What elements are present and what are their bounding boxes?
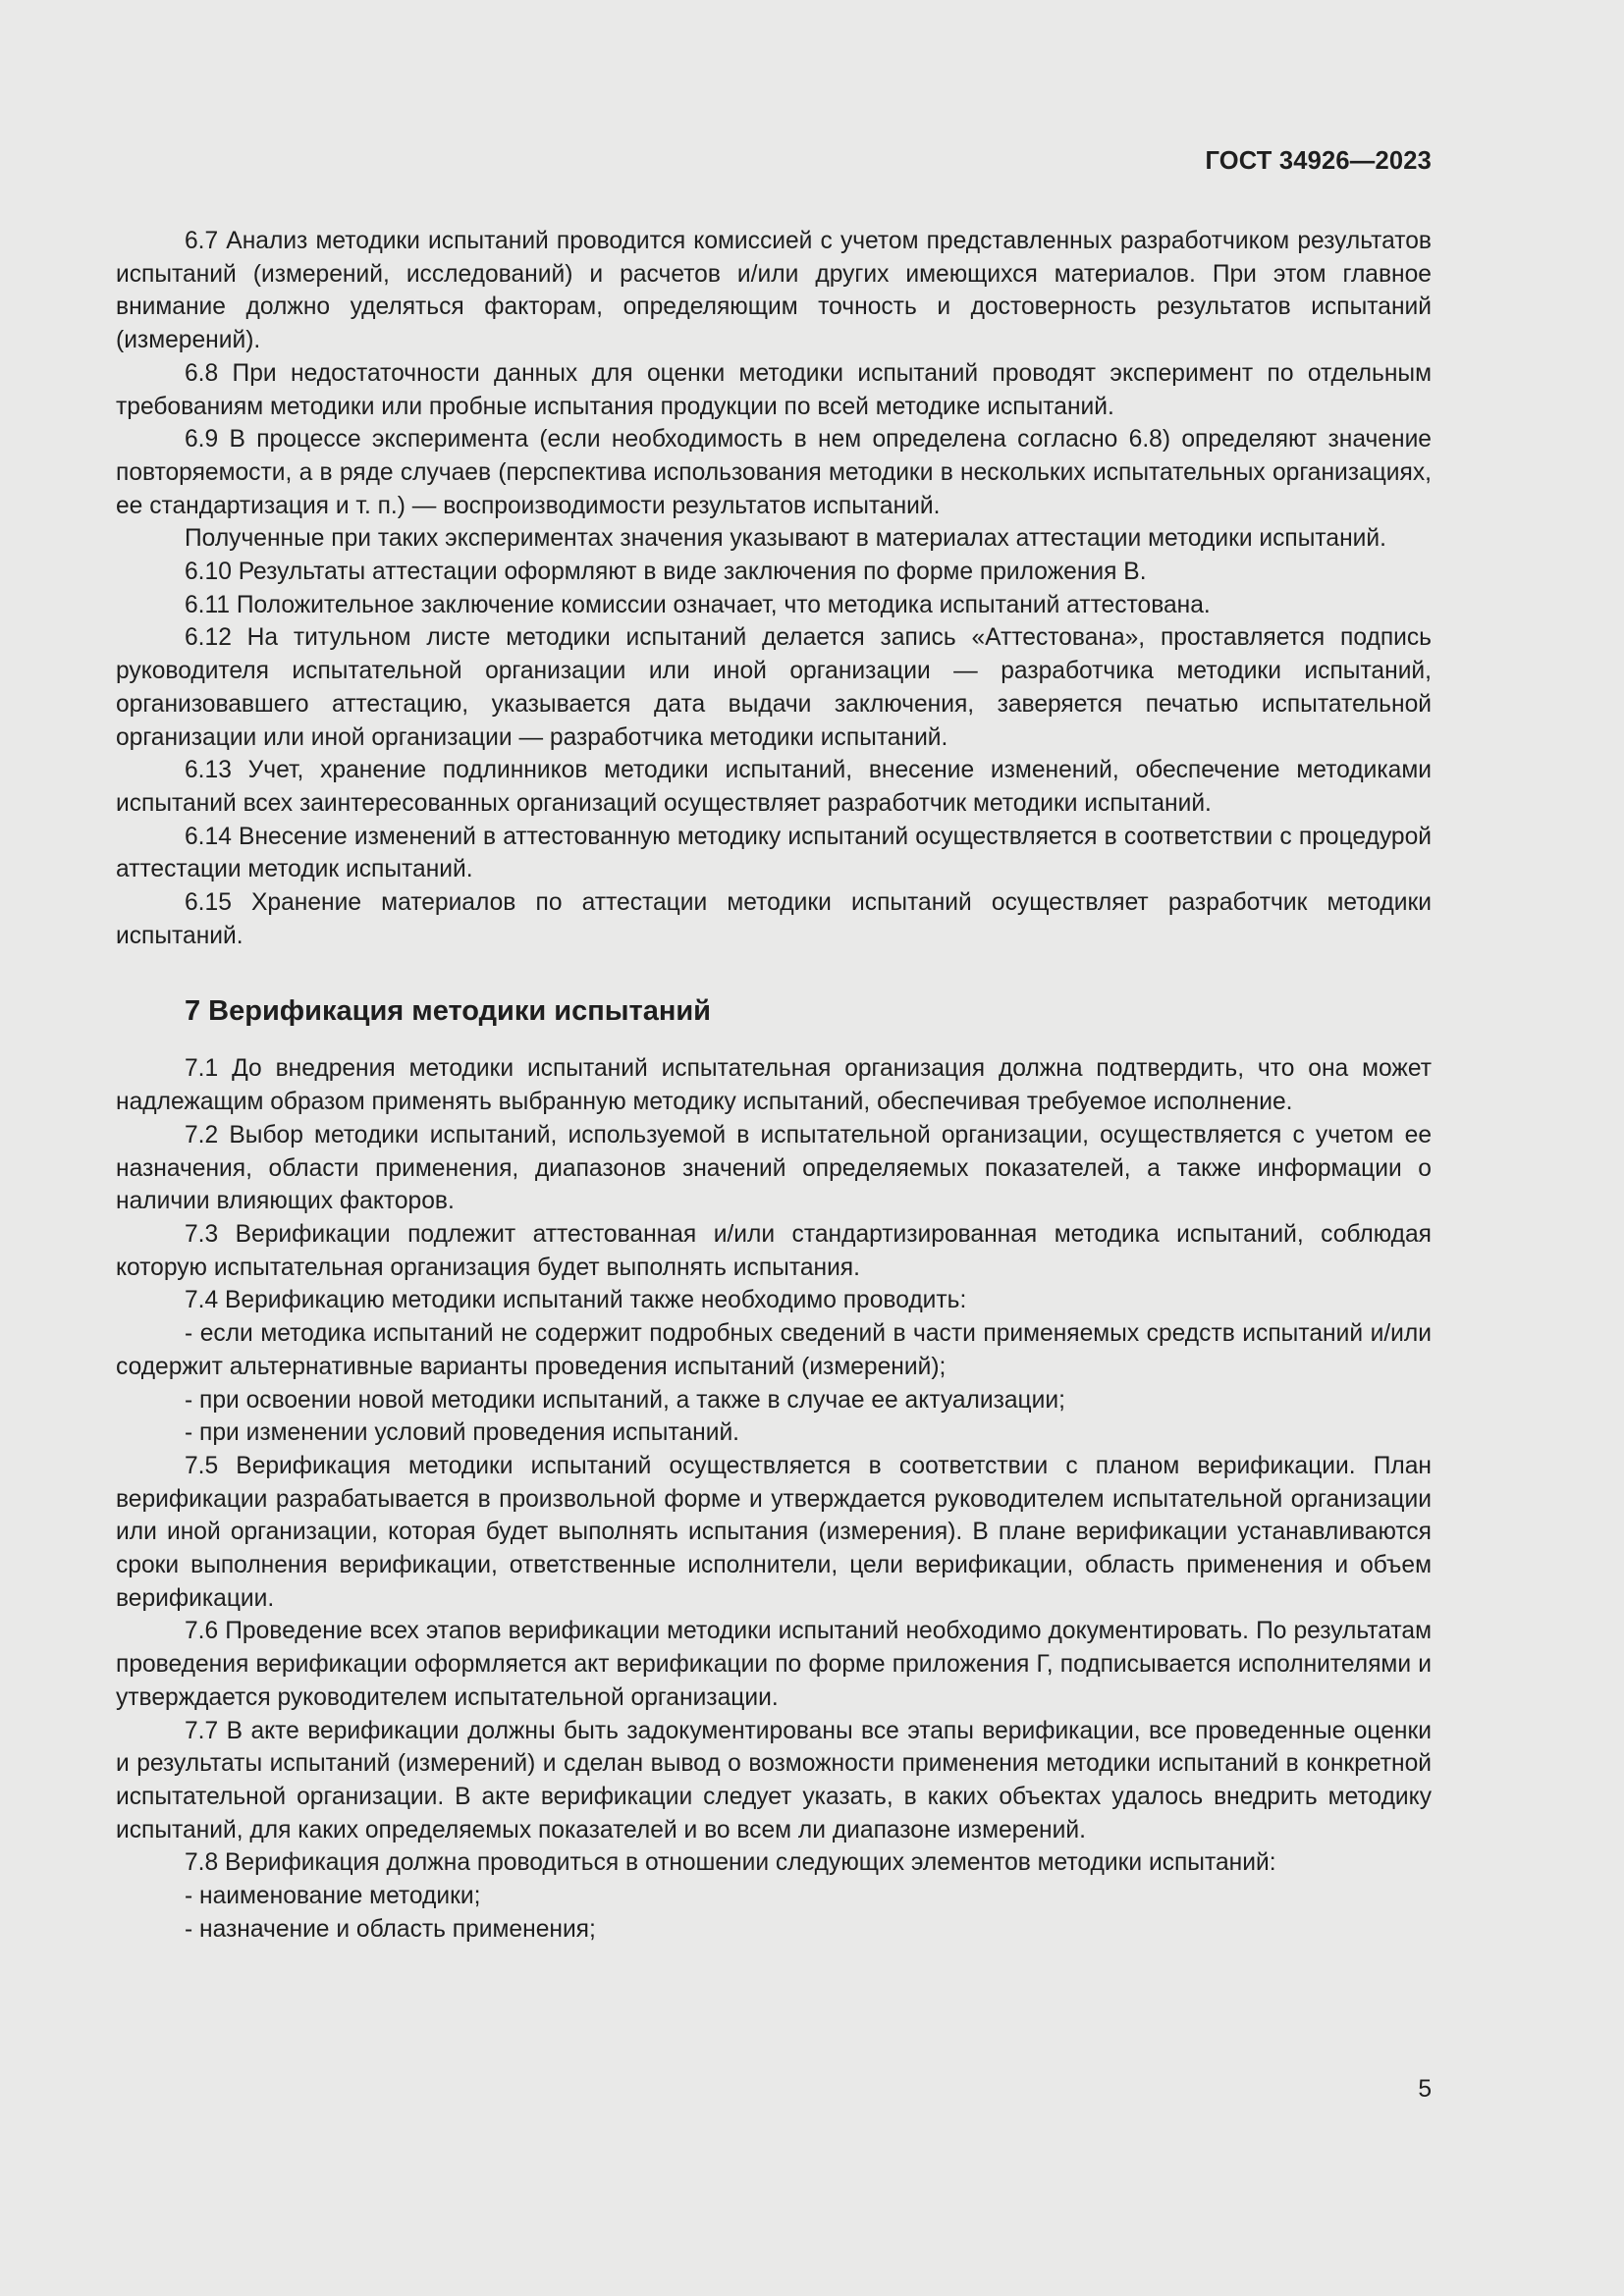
paragraph-6-7: 6.7 Анализ методики испытаний проводится комиссией с учетом представленных разработчиком результатов испытаний (измерений, исследований) и расчетов и/или других имеющихся материалов. При этом главное внимание должно уделяться факторам, определяющим точность и достоверность результатов испытаний (измерений).: [116, 228, 1432, 354]
paragraph-6-13: 6.13 Учет, хранение подлинников методики испытаний, внесение изменений, обеспечение методиками испытаний всех заинтересованных организаций осуществляет разработчик методики испытаний.: [116, 757, 1432, 817]
list-item: - если методика испытаний не содержит подробных сведений в части применяемых средств испытаний и/или содержит альтернативные варианты проведения испытаний (измерений);: [116, 1320, 1432, 1380]
standard-id-header: ГОСТ 34926—2023: [1205, 147, 1432, 175]
paragraph-6-8: 6.8 При недостаточности данных для оценки методики испытаний проводят эксперимент по отдельным требованиям методики или пробные испытания продукции по всей методике испытаний.: [116, 359, 1432, 420]
list-item: - назначение и область применения;: [185, 1915, 596, 1943]
paragraph-7-6: 7.6 Проведение всех этапов верификации методики испытаний необходимо документировать. По результатам проведения верификации оформляется акт верификации по форме приложения Г, подписывается исполнителями и утверждается руководителем испытательной организации.: [116, 1618, 1432, 1711]
paragraph-6-9-continued: Полученные при таких экспериментах значения указывают в материалах аттестации методики испытаний.: [185, 525, 1386, 553]
paragraph-7-1: 7.1 До внедрения методики испытаний испытательная организация должна подтвердить, что она может надлежащим образом применять выбранную методику испытаний, обеспечивая требуемое исполнение.: [116, 1055, 1432, 1116]
paragraph-6-10: 6.10 Результаты аттестации оформляют в виде заключения по форме приложения В.: [185, 559, 1147, 586]
paragraph-7-5: 7.5 Верификация методики испытаний осуществляется в соответствии с планом верификации. План верификации разрабатывается в произвольной форме и утверждается руководителем испытательной организации или иной организации, которая будет выполнять испытания (измерения). В плане верификации устанавливаются сроки выполнения верификации, ответственные исполнители, цели верификации, область применения и объем верификации.: [116, 1452, 1432, 1612]
paragraph-6-12: 6.12 На титульном листе методики испытаний делается запись «Аттестована», проставляется подпись руководителя испытательной организации или иной организации — разработчика методики испытаний, организовавшего аттестацию, указывается дата выдачи заключения, заверяется печатью испытательной организации или иной организации — разработчика методики испытаний.: [116, 624, 1432, 751]
paragraph-7-2: 7.2 Выбор методики испытаний, используемой в испытательной организации, осуществляется с учетом ее назначения, области применения, диапазонов значений определяемых показателей, а также информации о наличии влияющих факторов.: [116, 1121, 1432, 1215]
paragraph-7-3: 7.3 Верификации подлежит аттестованная и/или стандартизированная методика испытаний, соблюдая которую испытательная организация будет выполнять испытания.: [116, 1220, 1432, 1281]
document-page: [116, 0, 1432, 2296]
section-7-title: 7 Верификация методики испытаний: [185, 995, 712, 1028]
document-body: [116, 225, 1432, 1946]
paragraph-6-14: 6.14 Внесение изменений в аттестованную методику испытаний осуществляется в соответствии с процедурой аттестации методик испытаний.: [116, 823, 1432, 883]
paragraph-6-9: 6.9 В процессе эксперимента (если необходимость в нем определена согласно 6.8) определяют значение повторяемости, а в ряде случаев (перспектива использования методики в нескольких испытательных организациях, ее стандартизация и т. п.) — воспроизводимости результатов испытаний.: [116, 426, 1432, 519]
page-number: 5: [1418, 2076, 1432, 2103]
paragraph-7-4: 7.4 Верификацию методики испытаний также необходимо проводить:: [185, 1287, 967, 1314]
paragraph-7-7: 7.7 В акте верификации должны быть задокументированы все этапы верификации, все проведенные оценки и результаты испытаний (измерений) и сделан вывод о возможности применения методики испытаний в конкретной испытательной организации. В акте верификации следует указать, в каких объектах удалось внедрить методику испытаний, для каких определяемых показателей и во всем ли диапазоне измерений.: [116, 1717, 1432, 1843]
list-item: - при освоении новой методики испытаний, а также в случае ее актуализации;: [185, 1386, 1065, 1414]
paragraph-7-8: 7.8 Верификация должна проводиться в отношении следующих элементов методики испытаний:: [185, 1849, 1276, 1877]
list-item: - при изменении условий проведения испытаний.: [185, 1419, 740, 1447]
paragraph-6-15: 6.15 Хранение материалов по аттестации методики испытаний осуществляет разработчик методики испытаний.: [116, 889, 1432, 949]
list-item: - наименование методики;: [185, 1883, 481, 1910]
paragraph-6-11: 6.11 Положительное заключение комиссии означает, что методика испытаний аттестована.: [185, 591, 1211, 618]
